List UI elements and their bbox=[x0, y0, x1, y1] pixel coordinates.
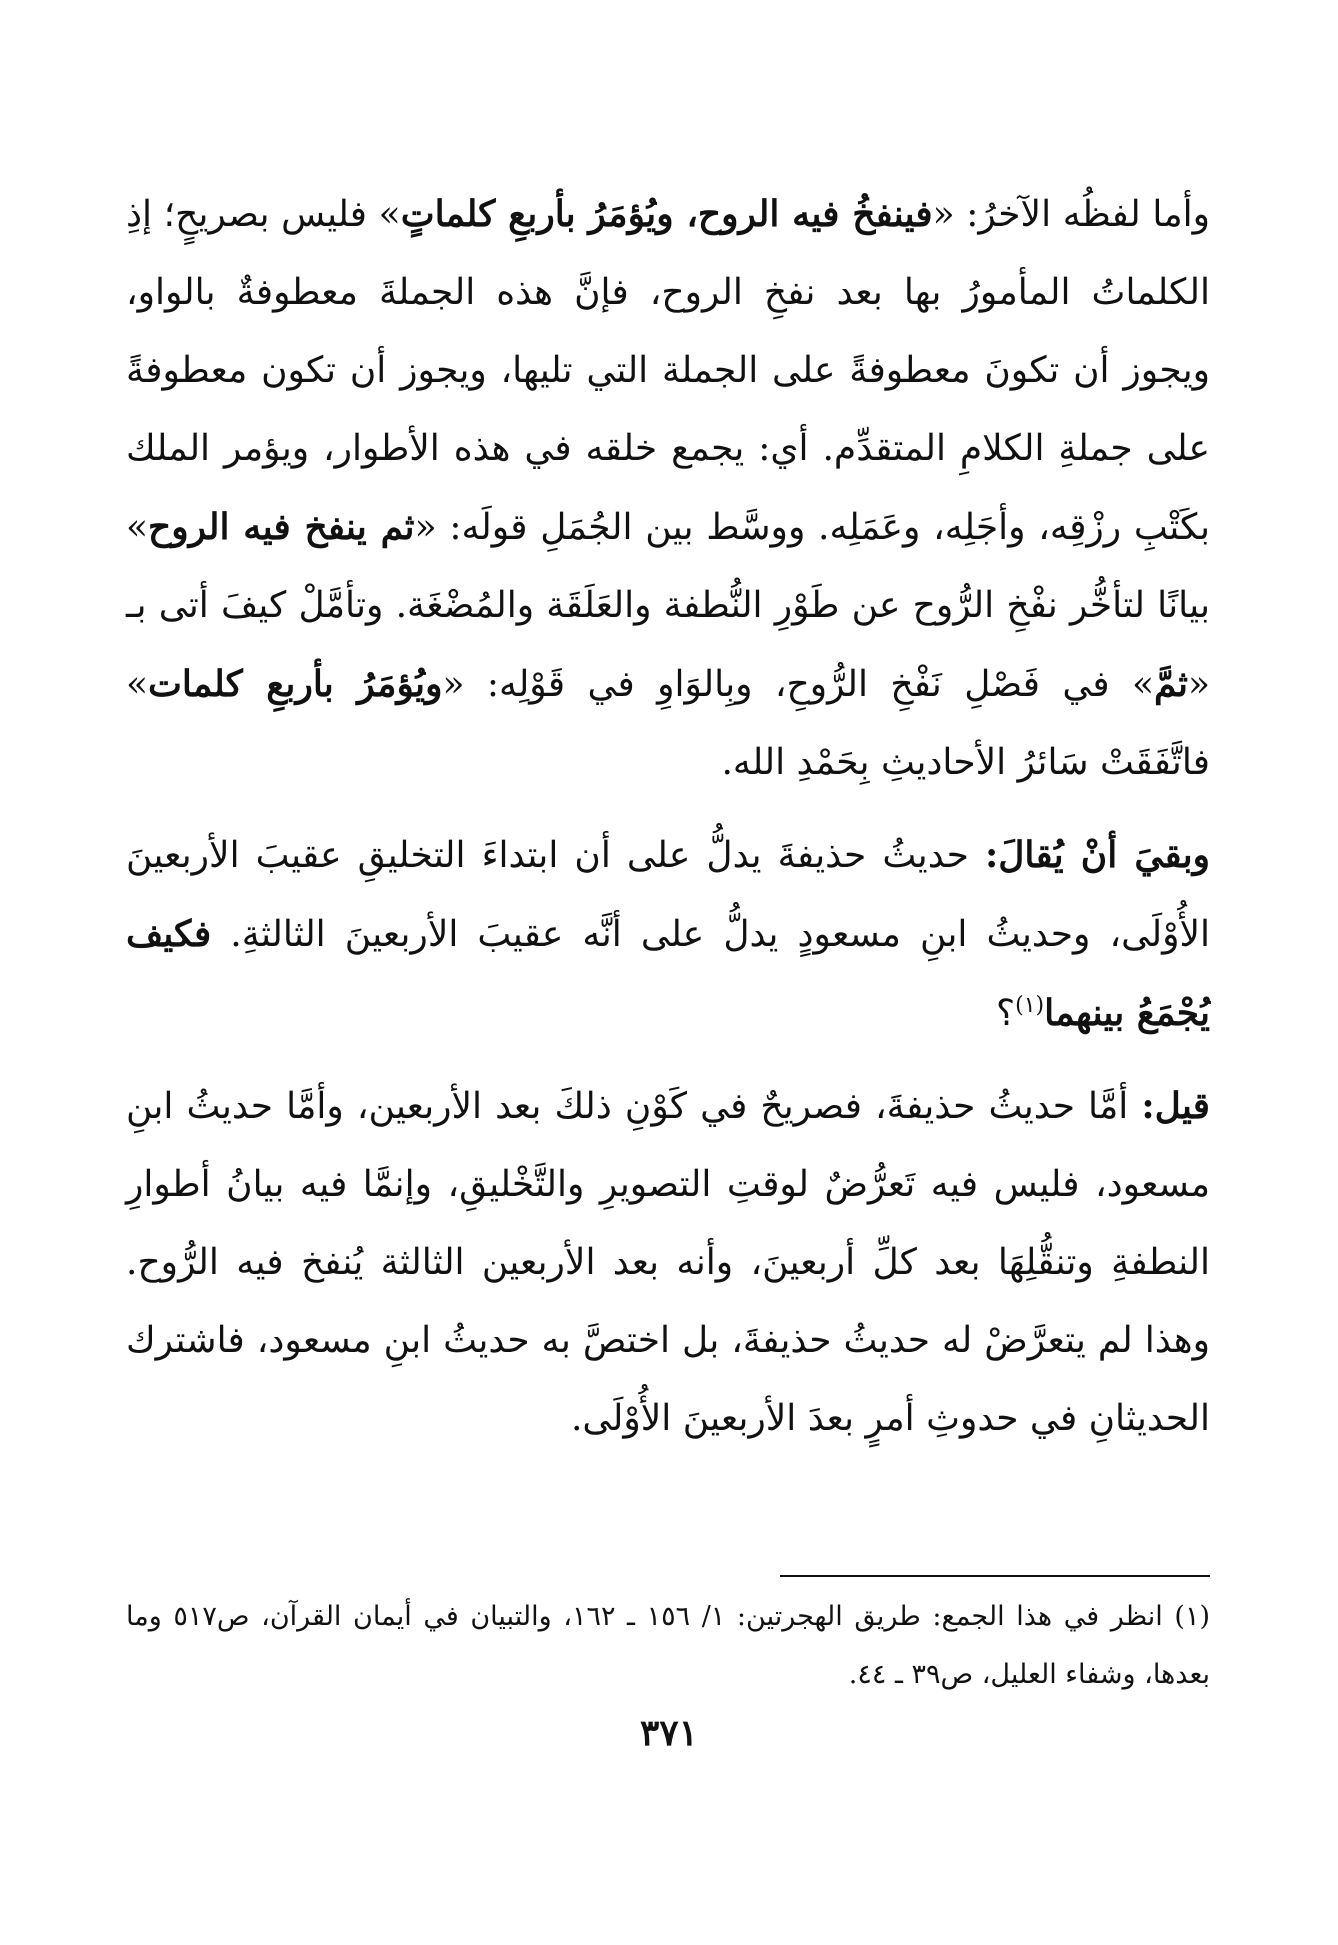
emphasized-text: فينفخُ فيه الروح، ويُؤمَرُ بأربعِ كلماتٍ bbox=[400, 193, 933, 235]
paragraph bbox=[126, 175, 1210, 802]
emphasized-text: ثم ينفخ فيه الروح bbox=[148, 506, 415, 548]
main-text bbox=[126, 175, 1210, 1458]
emphasized-text: وبقيَ أنْ يُقالَ: bbox=[984, 834, 1210, 876]
paragraph bbox=[126, 1067, 1210, 1458]
footnote-divider bbox=[780, 1575, 1210, 1577]
footnote-ref: (١) bbox=[1015, 993, 1045, 1018]
body-text: وأما لفظُه الآخرُ: « bbox=[932, 194, 1211, 235]
page-number: ٣٧١ bbox=[639, 1712, 698, 1754]
body-text: » بيانًا لتأخُّر نفْخِ الرُّوح عن طَوْرِ النُّطفة والعَلَقَة والمُضْغَة. وتأمَّلْ كيفَ أتى بـ « bbox=[126, 507, 1211, 705]
body-text: حديثُ حذيفةَ يدلُّ على أن ابتداءَ التخليقِ عقيبَ الأربعينَ الأُوْلَى، وحديثُ ابنِ مسعودٍ يدلُّ على أنَّه عقيبَ الأربعينَ الثالثةِ. bbox=[126, 835, 1210, 955]
body-text: » فاتَّفَقَتْ سَائرُ الأحاديثِ بِحَمْدِ الله. bbox=[126, 664, 1210, 783]
paragraph bbox=[126, 816, 1210, 1053]
body-text: ؟ bbox=[995, 993, 1016, 1034]
footnote: (١) انظر في هذا الجمع: طريق الهجرتين: ١/ ١٥٦ ـ ١٦٢، والتبيان في أيمان القرآن، ص٥١٧ وما بعدها، وشفاء العليل، ص٣٩ ـ ٤٤. bbox=[126, 1601, 1210, 1690]
body-text: » فليس بصريحٍ؛ إذِ الكلماتُ المأمورُ بها بعد نفخِ الروح، فإنَّ هذه الجملةَ معطوفةٌ بالواو، ويجوز أن تكونَ معطوفةً على الجملة التي تليها، ويجوز أن تكون معطوفةً على جملةِ الكلامِ المتقدِّم. أي: يجمع خلقه في هذه الأطوار، ويؤمر الملك بكَتْبِ رزْقِه، وأجَلِه، وعَمَلِه. ووسَّط بين الجُمَلِ قولَه: « bbox=[126, 194, 1210, 548]
emphasized-text: ويُؤمَرُ بأربعِ كلمات bbox=[148, 663, 443, 705]
body-text: أمَّا حديثُ حذيفةَ، فصريحٌ في كَوْنِ ذلكَ بعد الأربعين، وأمَّا حديثُ ابنِ مسعود، فليس فيه تَعرُّضٌ لوقتِ التصويرِ والتَّخْليقِ، وإنمَّا فيه بيانُ أطوارِ النطفةِ وتنقُّلِهَا بعد كلِّ أربعينَ، وأنه بعد الأربعين الثالثة يُنفخ فيه الرُّوح. وهذا لم يتعرَّضْ له حديثُ حذيفةَ، بل اختصَّ به حديثُ ابنِ مسعود، فاشترك الحديثانِ في حدوثِ أمرٍ بعدَ الأربعينَ الأُوْلَى. bbox=[126, 1086, 1210, 1439]
emphasized-text: فكيف يُجْمَعُ بينهما bbox=[126, 913, 1210, 1034]
body-text: » في فَصْلِ نَفْخِ الرُّوحِ، وبِالوَاوِ في قَوْلِه: « bbox=[442, 664, 1154, 705]
emphasized-text: قيل: bbox=[1141, 1085, 1210, 1127]
emphasized-text: ثمَّ bbox=[1154, 663, 1188, 705]
